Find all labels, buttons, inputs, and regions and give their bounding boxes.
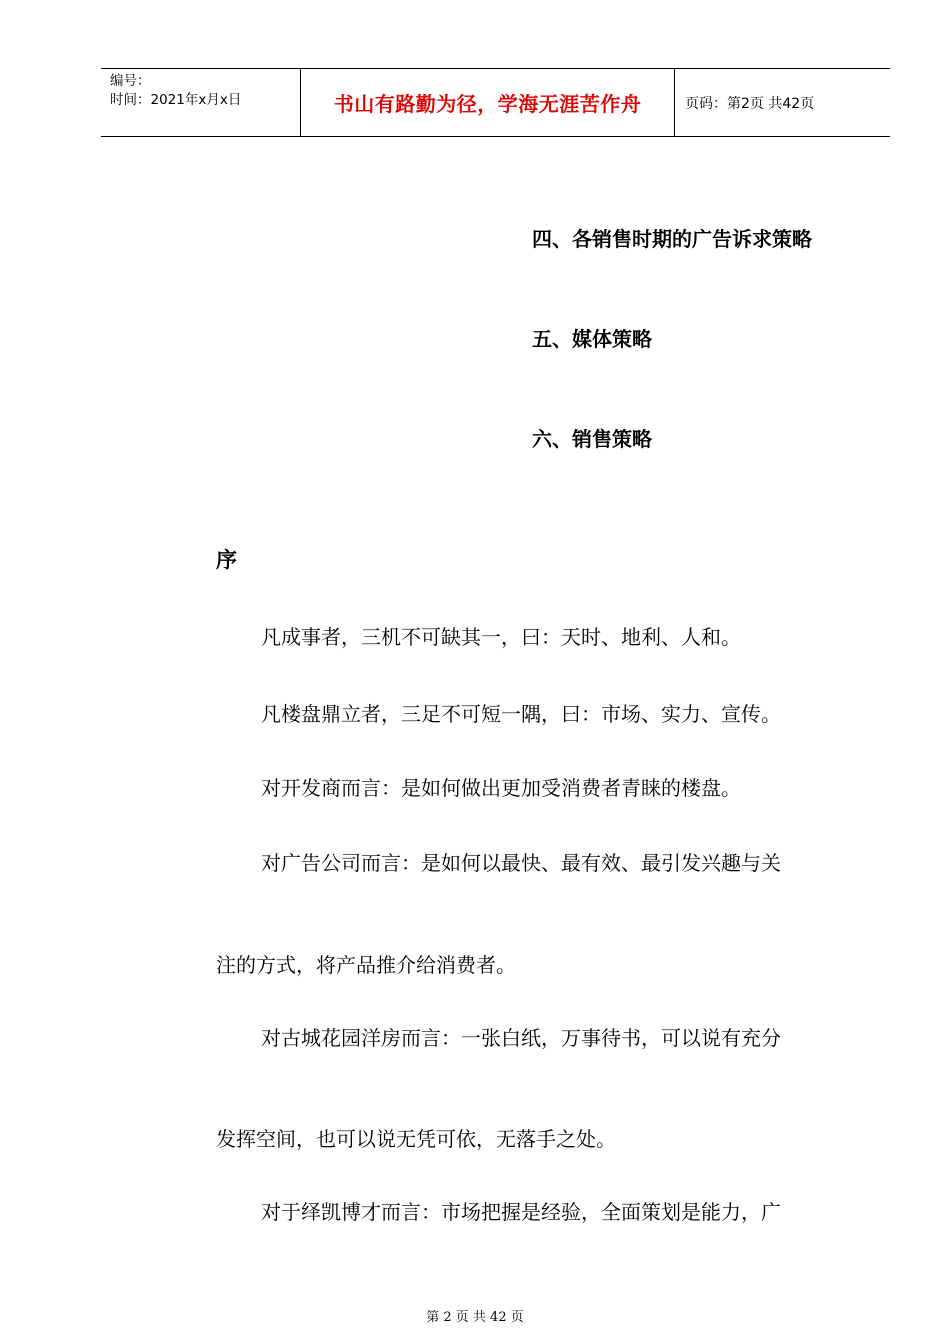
toc-item-5: 五、媒体策略 (532, 327, 652, 351)
page-header (101, 68, 890, 137)
paragraph-continuation: 发挥空间，也可以说无凭可依，无落手之处。 (216, 1127, 616, 1151)
paragraph: 凡楼盘鼎立者，三足不可短一隅，曰：市场、实力、宣传。 (261, 702, 781, 726)
toc-item-4: 四、各销售时期的广告诉求策略 (532, 227, 812, 251)
page-footer: 第 2 页 共 42 页 (426, 1310, 524, 1325)
paragraph: 凡成事者，三机不可缺其一，曰：天时、地利、人和。 (261, 625, 741, 649)
paragraph: 对开发商而言：是如何做出更加受消费者青睐的楼盘。 (261, 776, 741, 800)
header-meta (101, 69, 301, 136)
paragraph-continuation: 注的方式，将产品推介给消费者。 (216, 953, 516, 977)
section-title: 序 (216, 548, 237, 572)
header-page-info: 页码：第2页 共42页 (685, 95, 815, 112)
header-number-label: 编号： (110, 73, 151, 89)
header-time-label: 时间：2021年x月x日 (110, 92, 242, 108)
header-motto: 书山有路勤为径，学海无涯苦作舟 (301, 69, 675, 136)
paragraph: 对于绎凯博才而言：市场把握是经验，全面策划是能力，广 (261, 1200, 781, 1224)
paragraph: 对古城花园洋房而言：一张白纸，万事待书，可以说有充分 (261, 1026, 781, 1050)
paragraph: 对广告公司而言：是如何以最快、最有效、最引发兴趣与关 (261, 851, 781, 875)
toc-item-6: 六、销售策略 (532, 427, 652, 451)
